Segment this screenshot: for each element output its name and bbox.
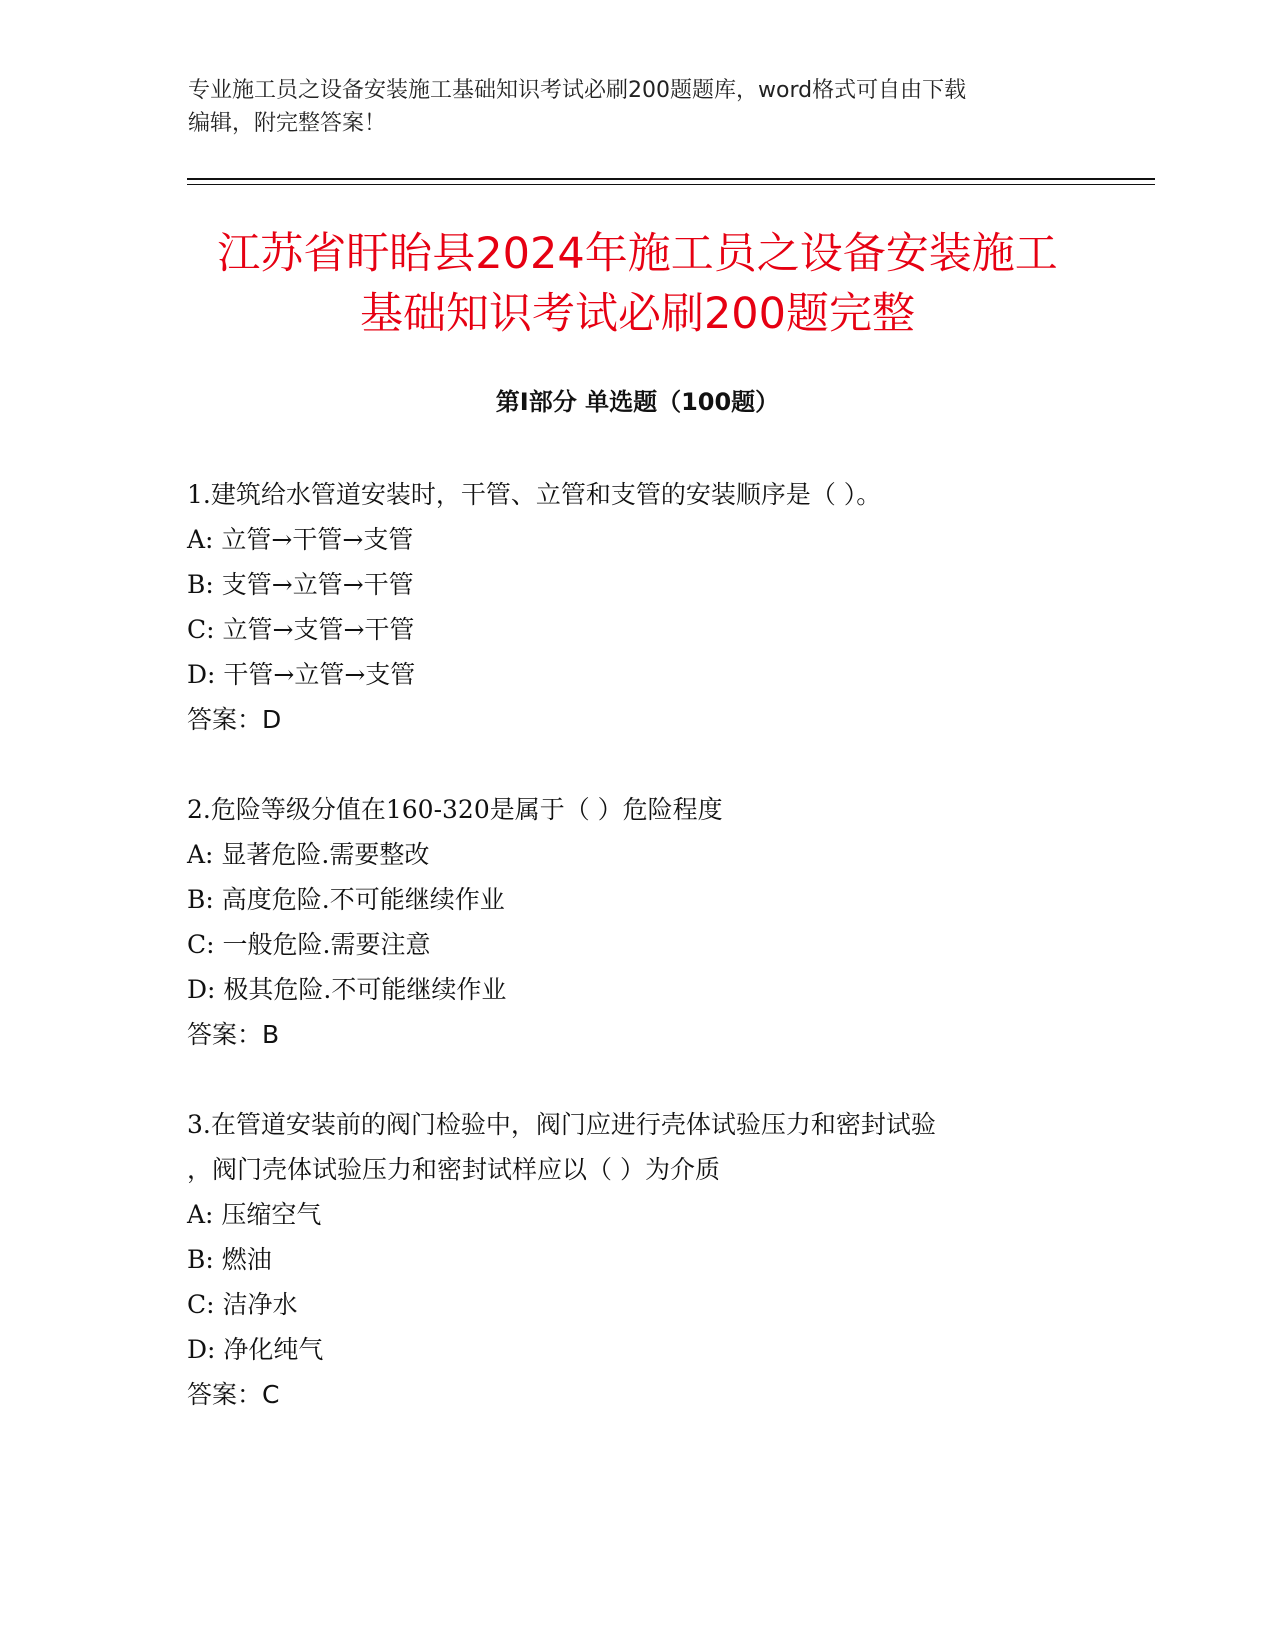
header-note xyxy=(188,74,1088,140)
option-a: A: 压缩空气 xyxy=(187,1200,322,1229)
question-list xyxy=(187,472,1087,1462)
answer: 答案：C xyxy=(187,1380,280,1409)
option-b: B: 高度危险.不可能继续作业 xyxy=(187,885,505,914)
option-a: A: 立管→干管→支管 xyxy=(187,525,414,554)
option-b: B: 燃油 xyxy=(187,1245,272,1274)
answer: 答案：B xyxy=(187,1020,280,1049)
header-note-line-2: 编辑，附完整答案！ xyxy=(188,111,387,136)
question-2 xyxy=(187,787,1087,1057)
section-heading: 第Ⅰ部分 单选题（100题） xyxy=(495,388,780,416)
option-c: C: 立管→支管→干管 xyxy=(187,615,415,644)
header-rule-thin xyxy=(187,184,1155,185)
title-line-1: 江苏省盱眙县2024年施工员之设备安装施工 xyxy=(217,229,1058,279)
question-stem: 1.建筑给水管道安装时，干管、立管和支管的安装顺序是（ ）。 xyxy=(187,480,882,509)
option-d: D: 净化纯气 xyxy=(187,1335,324,1364)
question-stem-line-2: ，阀门壳体试验压力和密封试样应以（ ）为介质 xyxy=(187,1155,720,1184)
question-stem-line-1: 3.在管道安装前的阀门检验中，阀门应进行壳体试验压力和密封试验 xyxy=(187,1110,936,1139)
option-b: B: 支管→立管→干管 xyxy=(187,570,414,599)
header-rule-thick xyxy=(187,178,1155,180)
title-line-2: 基础知识考试必刷200题完整 xyxy=(359,289,916,339)
option-d: D: 极其危险.不可能继续作业 xyxy=(187,975,507,1004)
question-3 xyxy=(187,1102,1087,1417)
option-d: D: 干管→立管→支管 xyxy=(187,660,416,689)
answer: 答案：D xyxy=(187,705,282,734)
document-title xyxy=(100,224,1175,344)
question-1 xyxy=(187,472,1087,742)
option-c: C: 一般危险.需要注意 xyxy=(187,930,431,959)
question-stem: 2.危险等级分值在160-320是属于（ ）危险程度 xyxy=(187,795,723,824)
option-c: C: 洁净水 xyxy=(187,1290,298,1319)
option-a: A: 显著危险.需要整改 xyxy=(187,840,430,869)
header-note-line-1: 专业施工员之设备安装施工基础知识考试必刷200题题库，word格式可自由下载 xyxy=(188,78,967,103)
